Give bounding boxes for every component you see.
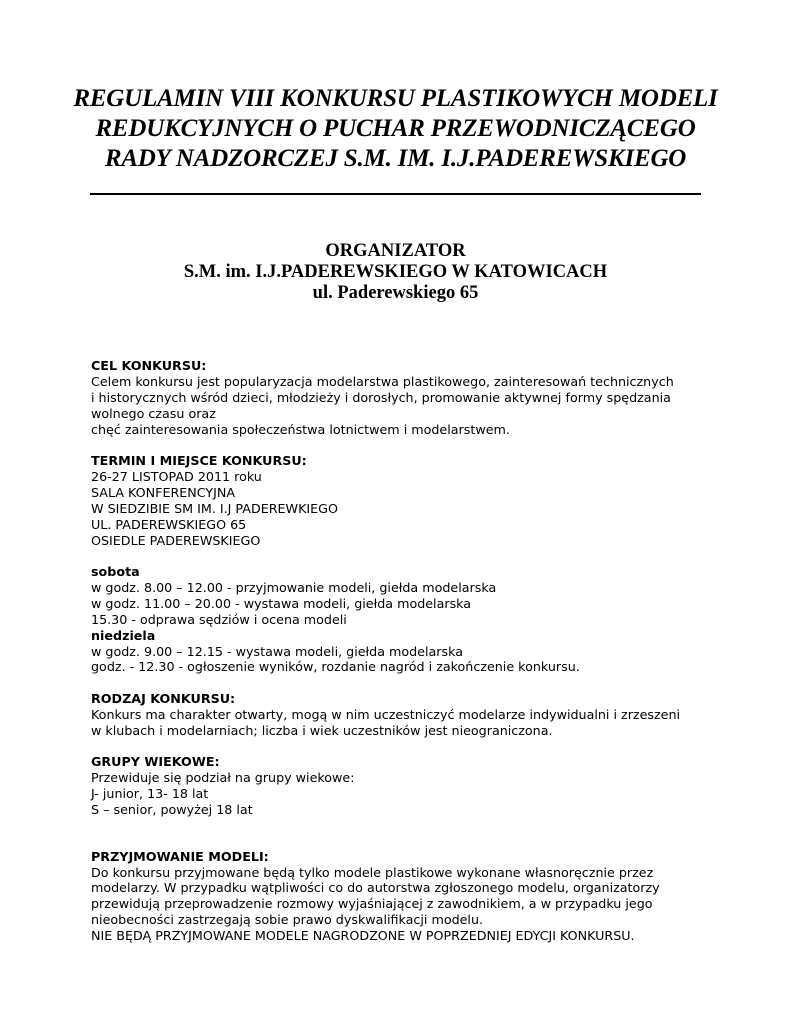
section-heading: RODZAJ KONKURSU:: [91, 690, 236, 706]
section-heading: TERMIN I MIEJSCE KONKURSU:: [91, 453, 307, 469]
section-heading: PRZYJMOWANIE MODELI:: [91, 848, 269, 864]
title-line-1: REGULAMIN VIII KONKURSU PLASTIKOWYCH MODELI: [73, 85, 718, 112]
body-line: OSIEDLE PADEREWSKIEGO: [91, 532, 261, 548]
body-line: nieobecności zastrzegają sobie prawo dyskwalifikacji modelu.: [91, 912, 484, 928]
body-line: Do konkursu przyjmowane będą tylko modele plastikowe wykonane własnoręcznie przez: [91, 864, 654, 880]
body-line: UL. PADEREWSKIEGO 65: [91, 516, 247, 532]
body-line: w godz. 9.00 – 12.15 - wystawa modeli, giełda modelarska: [91, 643, 464, 659]
body-line: Przewiduje się podział na grupy wiekowe:: [91, 769, 355, 785]
body-line: Konkurs ma charakter otwarty, mogą w nim uczestniczyć modelarze indywidualni i zrzeszeni: [91, 706, 681, 722]
body-line: SALA KONFERENCYJNA: [91, 484, 236, 500]
body-line: 26-27 LISTOPAD 2011 roku: [91, 468, 262, 484]
day-heading: sobota: [91, 563, 140, 579]
organizer-heading: ORGANIZATOR: [325, 241, 466, 261]
document-body: [91, 358, 731, 944]
body-line: wolnego czasu oraz: [91, 405, 216, 421]
body-line: przewidują przeprowadzenie rozmowy wyjaśniającej z zawodnikiem, a w przypadku jego: [91, 896, 653, 912]
section-heading: CEL KONKURSU:: [91, 358, 207, 373]
body-line: modelarzy. W przypadku wątpliwości co do autorstwa zgłoszonego modelu, organizatorzy: [91, 880, 660, 896]
section-przyjmowanie: [91, 849, 731, 944]
organizer-address: ul. Paderewskiego 65: [312, 283, 479, 303]
section-cel: [91, 358, 731, 438]
body-line: J- junior, 13- 18 lat: [91, 785, 209, 801]
section-termin: [91, 453, 731, 548]
body-line: w godz. 11.00 – 20.00 - wystawa modeli, giełda modelarska: [91, 595, 472, 611]
document-title: [60, 84, 731, 174]
section-heading: GRUPY WIEKOWE:: [91, 754, 220, 770]
body-line: W SIEDZIBIE SM IM. I.J PADEREWKIEGO: [91, 500, 339, 516]
day-heading: niedziela: [91, 627, 156, 643]
body-line: chęć zainteresowania społeczeństwa lotnictwem i modelarstwem.: [91, 421, 510, 437]
section-sobota: [91, 564, 731, 628]
body-line: i historycznych wśród dzieci, młodzieży i dorosłych, promowanie aktywnej formy spędzania: [91, 389, 671, 405]
body-line: Celem konkursu jest popularyzacja modelarstwa plastikowego, zainteresowań technicznych: [91, 373, 674, 389]
section-rodzaj: [91, 691, 731, 739]
section-niedziela: [91, 628, 731, 676]
body-line: w klubach i modelarniach; liczba i wiek uczestników jest nieograniczona.: [91, 722, 553, 738]
body-line: w godz. 8.00 – 12.00 - przyjmowanie modeli, giełda modelarska: [91, 579, 497, 595]
body-line: NIE BĘDĄ PRZYJMOWANE MODELE NAGRODZONE W POPRZEDNIEJ EDYCJI KONKURSU.: [91, 928, 635, 944]
body-line: S – senior, powyżej 18 lat: [91, 801, 253, 817]
section-grupy: [91, 754, 731, 818]
body-line: godz. - 12.30 - ogłoszenie wyników, rozdanie nagród i zakończenie konkursu.: [91, 659, 580, 675]
organizer-name: S.M. im. I.J.PADEREWSKIEGO W KATOWICACH: [183, 262, 608, 282]
organizer-block: [90, 241, 701, 304]
title-line-2: REDUKCYJNYCH O PUCHAR PRZEWODNICZĄCEGO: [95, 115, 696, 142]
body-line: 15.30 - odprawa sędziów i ocena modeli: [91, 611, 347, 627]
title-line-3: RADY NADZORCZEJ S.M. IM. I.J.PADEREWSKIEGO: [104, 145, 687, 172]
title-divider: [90, 193, 701, 195]
